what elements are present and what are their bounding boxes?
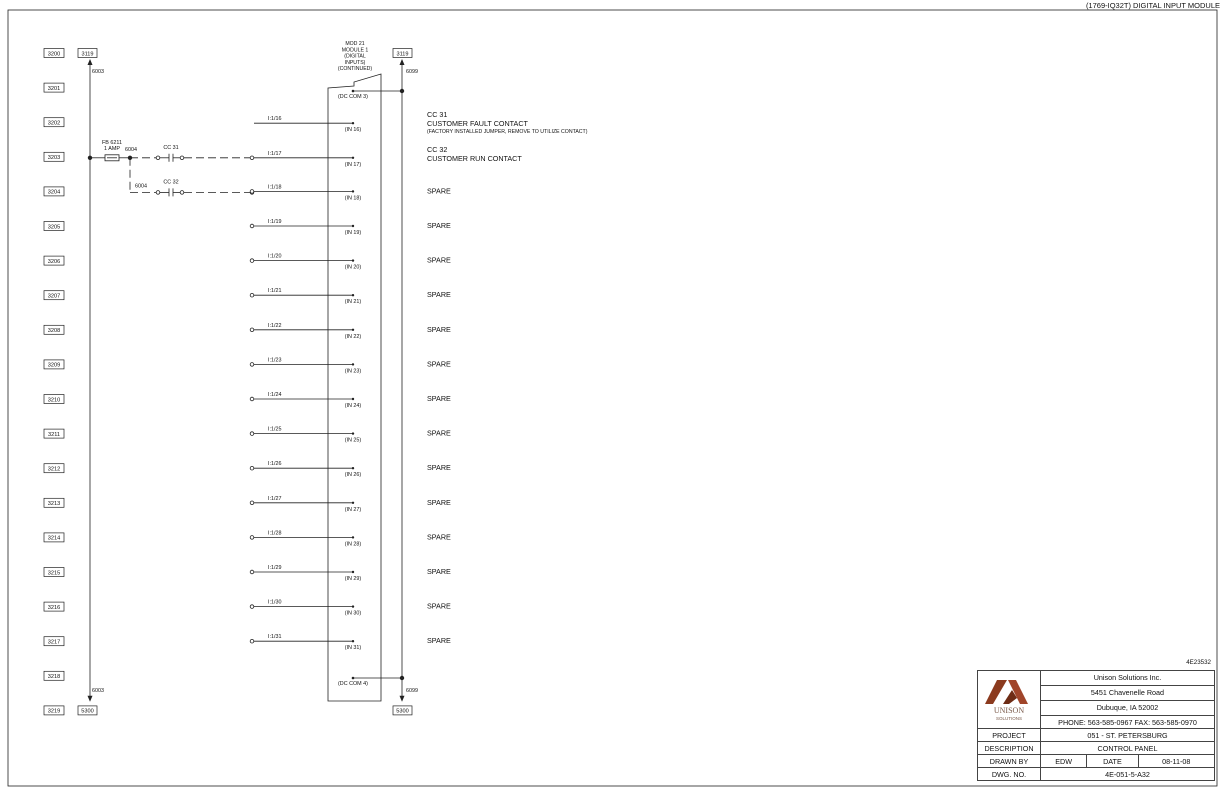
drawing-reference: 4E23532 [1186, 659, 1211, 666]
fuse-rating: 1 AMP [104, 145, 120, 152]
input-20-module-terminal [352, 259, 354, 261]
dc-com-top-label: (DC COM 3) [338, 94, 368, 100]
input-21-description: SPARE [427, 290, 451, 300]
rung-number: 3216 [47, 604, 61, 611]
input-20-description: SPARE [427, 255, 451, 265]
input-24-address: I:1/24 [268, 392, 282, 398]
input-29-description: SPARE [427, 567, 451, 576]
rung-number: 3214 [47, 535, 61, 542]
title-block [977, 670, 1215, 786]
input-21-terminal-label: (IN 21) [344, 299, 362, 306]
input-18-description: SPARE [427, 186, 451, 196]
left-rail-top-ref: 3119 [81, 51, 94, 58]
drawn-by-value: EDW [1041, 755, 1087, 768]
rung-number: 3218 [47, 674, 61, 681]
input-16-description: CUSTOMER FAULT CONTACT [427, 119, 528, 129]
rung-number: 3212 [47, 466, 61, 473]
input-19-field-terminal [250, 224, 254, 228]
input-21-field-terminal [250, 293, 254, 297]
input-16-note: (FACTORY INSTALLED JUMPER, REMOVE TO UTILIZE CONTACT) [427, 129, 588, 136]
rung-number: 3201 [47, 85, 61, 92]
project-value: 051 - ST. PETERSBURG [1041, 729, 1215, 742]
company-phone: PHONE: 563-585-0967 FAX: 563-585-0970 [1041, 716, 1215, 729]
input-26-terminal-label: (IN 26) [344, 472, 362, 479]
input-17-description: CUSTOMER RUN CONTACT [427, 153, 522, 163]
dc-com-top-node [400, 89, 404, 93]
input-31-terminal-label: (IN 31) [344, 645, 362, 652]
input-27-address: I:1/27 [268, 495, 282, 502]
input-23-address: I:1/23 [268, 357, 282, 364]
input-18-address: I:1/18 [268, 184, 282, 191]
left-rail-bottom-wire: 6003 [92, 687, 104, 694]
input-27-field-terminal [250, 501, 254, 505]
rung-number: 3200 [47, 51, 61, 58]
rung-number: 3202 [47, 120, 61, 127]
input-24-terminal-label: (IN 24) [344, 403, 362, 409]
input-29-terminal-label: (IN 29) [344, 576, 362, 582]
input-22-field-terminal [250, 328, 254, 332]
input-27-terminal-label: (IN 27) [344, 506, 362, 513]
rung-number: 3215 [47, 570, 61, 577]
input-25-terminal-label: (IN 25) [344, 437, 362, 444]
input-28-module-terminal [352, 536, 354, 538]
left-rail-top-arrow [88, 59, 93, 65]
company-name: Unison Solutions Inc. [1041, 671, 1215, 686]
page-title: (1769-IQ32T) DIGITAL INPUT MODULE [1085, 1, 1220, 10]
input-28-terminal-label: (IN 28) [344, 541, 362, 548]
input-19-description: SPARE [427, 221, 451, 230]
input-28-address: I:1/28 [268, 530, 282, 537]
rung-number: 3203 [47, 155, 61, 162]
input-27-description: SPARE [427, 497, 451, 507]
input-21-address: I:1/21 [268, 288, 282, 295]
input-30-address: I:1/30 [268, 599, 282, 606]
input-18-field-terminal [250, 190, 254, 194]
input-23-description: SPARE [427, 359, 451, 369]
rung-number: 3204 [47, 189, 61, 196]
left-rail-bottom-ref: 5300 [81, 708, 94, 715]
module-title-line: MOD 21 [345, 41, 365, 47]
fuse-label: FB 6211 [102, 139, 122, 146]
input-26-address: I:1/26 [268, 461, 282, 468]
input-24-module-terminal [352, 398, 354, 400]
rung-number: 3211 [47, 431, 61, 438]
input-20-address: I:1/20 [268, 253, 282, 260]
right-rail-top-ref: 3119 [396, 51, 409, 58]
input-19-terminal-label: (IN 19) [344, 230, 362, 236]
project-label: PROJECT [978, 729, 1041, 742]
right-rail-bottom-arrow [400, 696, 405, 702]
input-25-module-terminal [352, 432, 354, 434]
input-27-module-terminal [352, 502, 354, 504]
right-rail-bottom-wire: 6099 [406, 687, 418, 694]
input-16-module-terminal [352, 122, 354, 124]
input-28-field-terminal [250, 536, 254, 540]
input-31-module-terminal [352, 640, 354, 642]
rung-number: 3206 [47, 258, 61, 265]
rung-number: 3210 [47, 397, 61, 404]
input-26-field-terminal [250, 466, 254, 470]
input-17-address: I:1/17 [268, 150, 282, 157]
input-30-description: SPARE [427, 601, 451, 611]
input-25-address: I:1/25 [268, 426, 282, 433]
drawn-by-label: DRAWN BY [978, 755, 1041, 768]
input-26-module-terminal [352, 467, 354, 469]
cc31-label: CC 31 [163, 144, 179, 151]
rung-number: 3205 [47, 224, 61, 231]
input-17-description: CC 32 [427, 144, 448, 154]
input-19-address: I:1/19 [268, 219, 282, 225]
input-16-terminal-label: (IN 16) [344, 127, 362, 134]
date-label: DATE [1087, 755, 1138, 768]
input-30-field-terminal [250, 605, 254, 609]
cc32-wire-number: 6004 [135, 183, 147, 190]
rung-number: 3213 [47, 501, 61, 508]
dc-com-bottom-label: (DC COM 4) [338, 681, 368, 687]
logo-word: UNISON [993, 705, 1025, 715]
input-18-terminal-label: (IN 18) [344, 195, 362, 202]
date-value: 08-11-08 [1138, 755, 1214, 768]
company-address2: Dubuque, IA 52002 [1041, 701, 1215, 716]
input-20-terminal-label: (IN 20) [344, 264, 362, 271]
company-logo [978, 671, 1041, 729]
rung-number: 3209 [47, 362, 61, 369]
input-24-field-terminal [250, 397, 254, 401]
rung-number: 3207 [47, 293, 61, 300]
input-22-module-terminal [352, 329, 354, 331]
input-26-description: SPARE [427, 463, 451, 473]
input-29-field-terminal [250, 570, 254, 574]
input-23-module-terminal [352, 363, 354, 365]
description-value: CONTROL PANEL [1041, 742, 1215, 755]
cc32-terminal-right [180, 191, 184, 195]
input-24-description: SPARE [427, 394, 451, 403]
input-17-module-terminal [352, 157, 354, 159]
fuse-wire-number: 6004 [125, 146, 137, 153]
input-20-field-terminal [250, 259, 254, 263]
input-16-field-terminal [250, 156, 254, 160]
input-23-terminal-label: (IN 23) [344, 368, 362, 375]
module-title-line: MODULE 1 [341, 47, 369, 54]
module-title-line: (CONTINUED) [337, 66, 373, 73]
input-16-description: CC 31 [427, 110, 448, 120]
input-25-field-terminal [250, 432, 254, 436]
input-29-module-terminal [352, 571, 354, 573]
rung-number: 3217 [47, 639, 61, 646]
cc32-label: CC 32 [163, 179, 179, 186]
cc32-terminal-left [156, 191, 160, 195]
input-16-address: I:1/16 [268, 116, 282, 123]
input-25-description: SPARE [427, 428, 451, 438]
input-18-module-terminal [352, 190, 354, 192]
description-label: DESCRIPTION [978, 742, 1041, 755]
rung-number: 3219 [47, 708, 61, 715]
input-17-terminal-label: (IN 17) [344, 161, 362, 168]
dwg-no-value: 4E-051-5-A32 [1041, 768, 1215, 781]
unison-logo-icon [981, 676, 1037, 722]
input-28-description: SPARE [427, 532, 451, 542]
dc-com-bottom-node [400, 676, 404, 680]
input-29-address: I:1/29 [268, 565, 282, 571]
input-30-terminal-label: (IN 30) [344, 610, 362, 617]
module-title-line: INPUTS) [344, 59, 366, 66]
input-23-field-terminal [250, 363, 254, 367]
input-22-address: I:1/22 [268, 322, 282, 329]
cc31-terminal-left [156, 156, 160, 160]
input-21-module-terminal [352, 294, 354, 296]
input-22-description: SPARE [427, 324, 451, 334]
input-31-address: I:1/31 [268, 634, 282, 641]
dwg-no-label: DWG. NO. [978, 768, 1041, 781]
input-31-field-terminal [250, 639, 254, 643]
input-19-module-terminal [352, 225, 354, 227]
cc31-terminal-right [180, 156, 184, 160]
company-address1: 5451 Chavenelle Road [1041, 686, 1215, 701]
left-rail-bottom-arrow [88, 696, 93, 702]
right-rail-top-wire: 6099 [406, 69, 418, 75]
right-rail-top-arrow [400, 59, 405, 65]
input-22-terminal-label: (IN 22) [344, 333, 362, 340]
input-30-module-terminal [352, 605, 354, 607]
input-31-description: SPARE [427, 636, 451, 646]
right-rail-bottom-ref: 5300 [396, 708, 409, 715]
module-title-line: (DIGITAL [344, 53, 366, 60]
logo-sub: SOLUTIONS [995, 715, 1023, 721]
left-rail-top-wire: 6003 [92, 69, 104, 75]
rung-number: 3208 [47, 328, 61, 335]
